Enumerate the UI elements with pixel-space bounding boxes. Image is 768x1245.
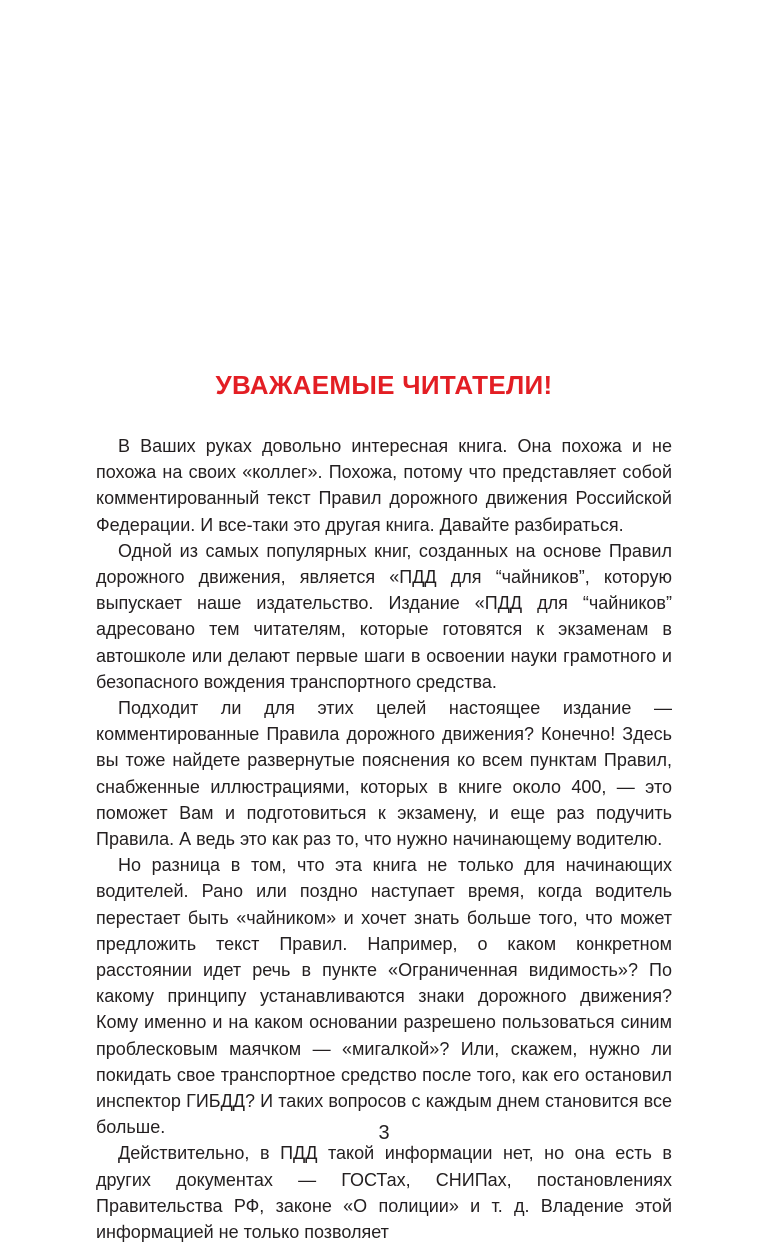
paragraph: Одной из самых популярных книг, созданных на основе Правил дорожного движения, является «ПДД для “чайников”, которую выпускает наше издательство. Издание «ПДД для “чайников” адресовано тем читателям, которые готовятся к экзаменам в автошколе или делают первые шаги в освоении науки грамотного и безопасного вождения транспортного средства. (96, 540, 672, 692)
paragraph: Подходит ли для этих целей настоящее издание — комментированные Правила дорожного движения? Конечно! Здесь вы тоже найдете развернутые пояснения ко всем пунктам Правил, снабженные иллюстрациями, которых в книге около 400, — это поможет Вам и подготовиться к экзамену, и еще раз подучить Правила. А ведь это как раз то, что нужно начинающему водителю. (96, 698, 672, 850)
page-title: УВАЖАЕМЫЕ ЧИТАТЕЛИ! (215, 370, 553, 400)
page-number: 3 (378, 1122, 390, 1144)
paragraph: Действительно, в ПДД такой информации нет, но она есть в других документах — ГОСТах, СНИПах, постановлениях Правительства РФ, законе «О полиции» и т. д. Владение этой информацией не только позволяет (96, 1143, 672, 1243)
paragraph: Но разница в том, что эта книга не только для начинающих водителей. Рано или поздно наступает время, когда водитель перестает быть «чайником» и хочет знать больше того, что может предложить текст Правил. Например, о каком конкретном расстоянии идет речь в пункте «Ограниченная видимость»? По какому принципу устанавливаются знаки дорожного движения? Кому именно и на каком основании разрешено пользоваться синим проблесковым маячком — «мигалкой»? Или, скажем, нужно ли покидать свое транспортное средство после того, как его остановил инспектор ГИБДД? И таких вопросов с каждым днем становится все больше. (96, 855, 672, 1138)
paragraph: В Ваших руках довольно интересная книга. Она похожа и не похожа на своих «коллег». Похожа, потому что представляет собой комментированный текст Правил дорожного движения Российской Федерации. И все-таки это другая книга. Давайте разбираться. (96, 436, 672, 535)
